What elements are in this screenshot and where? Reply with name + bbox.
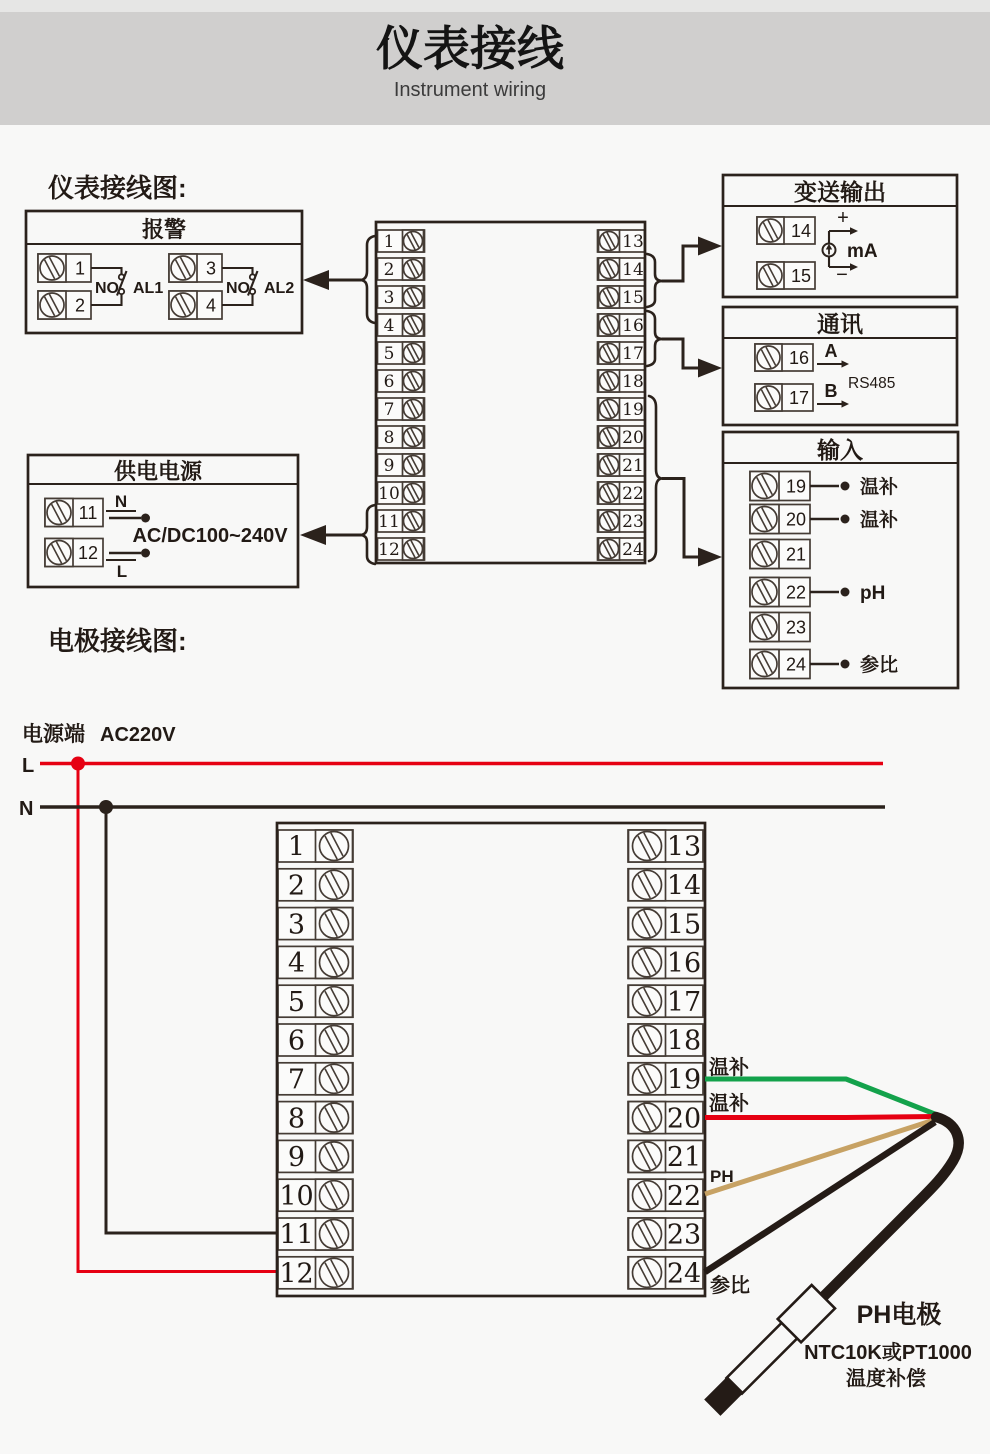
alarm-terminal-2 [38,291,91,319]
svg-text:16: 16 [666,948,702,980]
alarm-relay-1 [91,268,163,305]
lower-terminal-right-19 [628,1063,703,1096]
alarm-terminal-1 [38,254,91,282]
svg-text:21: 21 [666,1142,702,1174]
svg-text:4: 4 [383,316,395,337]
svg-text:4: 4 [287,948,306,980]
relay-label-al1: AL1 [133,280,164,297]
lower-terminal-right-16 [628,946,703,979]
lower-terminal-right-22 [628,1179,703,1212]
upper-terminal-left-5 [378,342,425,364]
power-terminal-11 [45,499,103,527]
svg-text:24: 24 [622,540,644,561]
live-line-label: L [22,755,35,777]
input-label-19: 温补 [860,477,899,498]
input-terminal-23 [750,613,810,642]
svg-text:12: 12 [279,1258,314,1290]
svg-text:14: 14 [790,220,812,241]
voltage-range-label: AC/DC100~240V [132,525,288,547]
lower-terminal-left-10 [278,1179,353,1212]
brace-terminals-19-24 [649,396,662,561]
arrow-to-comm [662,339,723,378]
lower-terminal-right-23 [628,1218,703,1251]
wire-end-dot [841,660,850,669]
neutral-drop-wire [106,807,277,1233]
svg-text:19: 19 [785,476,807,497]
comm-box-title: 通讯 [817,311,863,337]
polarity-plus: + [837,207,849,229]
svg-text:8: 8 [287,1103,306,1135]
arrow-to-input [662,479,722,567]
svg-text:6: 6 [287,1025,306,1057]
upper-terminal-right-22 [598,482,645,504]
svg-text:18: 18 [622,372,644,393]
svg-text:15: 15 [790,265,812,286]
upper-terminal-right-13 [598,230,645,252]
instrument-wiring-section [26,173,958,688]
transmit-terminal-14 [757,217,815,244]
wire-label-temp2: 温补 [709,1093,749,1115]
lower-terminal-left-5 [278,985,353,1018]
svg-text:11: 11 [378,512,400,533]
alarm-terminal-3 [169,254,222,282]
upper-terminal-left-3 [378,286,425,308]
svg-text:23: 23 [622,512,644,533]
arrow-to-power [300,525,361,545]
svg-text:7: 7 [287,1064,306,1096]
svg-text:4: 4 [205,295,217,316]
svg-text:2: 2 [74,295,86,316]
comm-terminal-17 [755,384,813,411]
live-label: L [116,562,128,581]
svg-text:7: 7 [383,400,395,421]
transmit-box-title: 变送输出 [794,179,886,205]
lower-terminal-left-4 [278,946,353,979]
electrode-cable [824,1117,959,1296]
wire-label-ph: PH [710,1167,734,1186]
lower-terminal-left-11 [278,1218,353,1251]
comm-terminal-16 [755,344,813,371]
neutral-line-label: N [19,798,34,820]
svg-text:15: 15 [622,288,644,309]
upper-terminal-left-12 [378,538,425,560]
svg-text:24: 24 [785,654,807,675]
lower-terminal-right-15 [628,908,703,941]
electrode-compensation-label: 温度补偿 [846,1368,926,1390]
power-box-title: 供电电源 [113,459,203,484]
svg-text:19: 19 [666,1064,702,1096]
upper-terminal-right-14 [598,258,645,280]
page-subtitle: Instrument wiring [393,78,547,101]
brace-terminals-11-12 [361,505,376,564]
rs485-line-a: A [824,341,838,361]
svg-text:21: 21 [622,456,644,477]
upper-terminal-right-18 [598,370,645,392]
svg-text:8: 8 [383,428,395,449]
electrode-shaft [726,1321,798,1393]
lower-terminal-right-13 [628,830,703,863]
svg-text:3: 3 [205,258,217,279]
wire-end-dot [841,588,850,597]
svg-text:24: 24 [666,1258,702,1290]
polarity-minus: − [836,264,848,286]
svg-text:1: 1 [287,831,306,863]
svg-text:17: 17 [666,986,702,1018]
svg-text:12: 12 [77,542,99,563]
lower-terminal-left-8 [278,1102,353,1135]
input-terminal-19 [750,472,810,501]
svg-text:5: 5 [383,344,395,365]
brace-terminals-16-17 [647,311,662,366]
arrow-to-alarm [303,270,361,290]
svg-text:1: 1 [383,232,395,253]
upper-terminal-left-10 [378,482,425,504]
upper-terminal-right-20 [598,426,645,448]
temp-wire-red [705,1117,936,1118]
svg-text:22: 22 [785,582,807,603]
svg-text:3: 3 [383,288,395,309]
svg-text:20: 20 [666,1103,702,1135]
svg-text:16: 16 [622,316,644,337]
electrode-wiring-section [19,626,972,1419]
wire-label-temp1: 温补 [709,1057,749,1079]
wire-end-dot [141,514,150,523]
upper-terminal-left-1 [378,230,425,252]
alarm-relay-2 [222,268,294,305]
lower-terminal-left-6 [278,1024,353,1057]
lower-terminal-left-2 [278,869,353,902]
svg-text:13: 13 [622,232,644,253]
svg-text:23: 23 [785,617,807,638]
svg-text:11: 11 [78,502,98,523]
section-label-instrument: 仪表接线图: [48,173,187,203]
svg-text:20: 20 [622,428,644,449]
svg-text:22: 22 [666,1180,702,1212]
lower-terminal-left-1 [278,830,353,863]
no-contact-label: NO [95,280,119,297]
unit-label-ma: mA [847,241,878,262]
svg-text:17: 17 [622,344,644,365]
lower-terminal-left-7 [278,1063,353,1096]
lower-terminal-right-14 [628,869,703,902]
upper-terminal-right-19 [598,398,645,420]
lower-terminal-right-21 [628,1140,703,1173]
page-title: 仪表接线 [376,22,564,75]
svg-text:13: 13 [666,831,702,863]
relay-label-al2: AL2 [264,280,295,297]
rs485-line-b: B [824,381,838,401]
lower-terminal-right-17 [628,985,703,1018]
svg-text:23: 23 [666,1219,702,1251]
svg-text:14: 14 [666,870,702,902]
wire-label-reference: 参比 [710,1275,750,1297]
svg-text:20: 20 [785,509,807,530]
electrode-name-label: PH电极 [856,1301,942,1329]
upper-terminal-right-23 [598,510,645,532]
svg-text:9: 9 [287,1142,306,1174]
upper-terminal-left-6 [378,370,425,392]
upper-terminal-left-4 [378,314,425,336]
svg-text:11: 11 [279,1219,314,1251]
electrode-sensor-label: NTC10K或PT1000 [804,1342,972,1364]
wire-end-dot [841,515,850,524]
input-label-22: pH [860,583,886,604]
svg-text:19: 19 [622,400,644,421]
svg-text:5: 5 [287,986,306,1018]
alarm-box-title: 报警 [141,217,187,242]
svg-text:22: 22 [622,484,644,505]
svg-text:12: 12 [378,540,400,561]
lower-terminal-left-3 [278,908,353,941]
svg-text:18: 18 [666,1025,702,1057]
svg-text:21: 21 [785,544,807,565]
input-terminal-21 [750,540,810,569]
arrow-to-transmit [662,237,723,282]
section-label-electrode: 电极接线图: [48,626,187,656]
mains-voltage-label: AC220V [100,724,176,746]
live-drop-wire [78,764,277,1272]
svg-text:9: 9 [383,456,395,477]
mains-terminal-label: 电源端 [22,723,85,746]
input-label-20: 温补 [860,510,899,531]
wire-end-dot [841,482,850,491]
input-box-title: 输入 [817,437,863,463]
svg-text:2: 2 [287,870,306,902]
svg-text:15: 15 [666,909,702,941]
input-label-24: 参比 [860,655,899,676]
svg-text:2: 2 [383,260,395,281]
ph-wire [705,1120,934,1194]
lower-terminal-left-12 [278,1257,353,1290]
svg-text:6: 6 [383,372,395,393]
svg-text:16: 16 [788,347,810,368]
protocol-label: RS485 [848,375,896,392]
reference-wire [705,1122,935,1272]
upper-terminal-right-24 [598,538,645,560]
svg-text:3: 3 [287,909,306,941]
upper-terminal-left-11 [378,510,425,532]
upper-terminal-left-7 [378,398,425,420]
brace-terminals-14-15 [647,254,662,307]
upper-terminal-right-16 [598,314,645,336]
input-terminal-24 [750,650,810,679]
svg-text:14: 14 [622,260,644,281]
upper-terminal-left-8 [378,426,425,448]
svg-text:10: 10 [279,1180,314,1212]
input-terminal-20 [750,505,810,534]
upper-terminal-left-9 [378,454,425,476]
upper-terminal-right-17 [598,342,645,364]
input-terminal-22 [750,578,810,607]
lower-terminal-right-24 [628,1257,703,1290]
brace-terminals-1-3 [361,236,376,323]
upper-terminal-left-2 [378,258,425,280]
transmit-terminal-15 [757,262,815,289]
alarm-terminal-4 [169,291,222,319]
svg-text:17: 17 [788,387,810,408]
power-terminal-12 [45,539,103,567]
lower-terminal-right-18 [628,1024,703,1057]
neutral-label: N [114,492,128,511]
no-contact-label: NO [226,280,250,297]
svg-text:1: 1 [74,258,86,279]
lower-terminal-right-20 [628,1102,703,1135]
lower-terminal-left-9 [278,1140,353,1173]
upper-terminal-right-15 [598,286,645,308]
wire-end-dot [141,549,150,558]
upper-terminal-right-21 [598,454,645,476]
svg-text:10: 10 [378,484,400,505]
